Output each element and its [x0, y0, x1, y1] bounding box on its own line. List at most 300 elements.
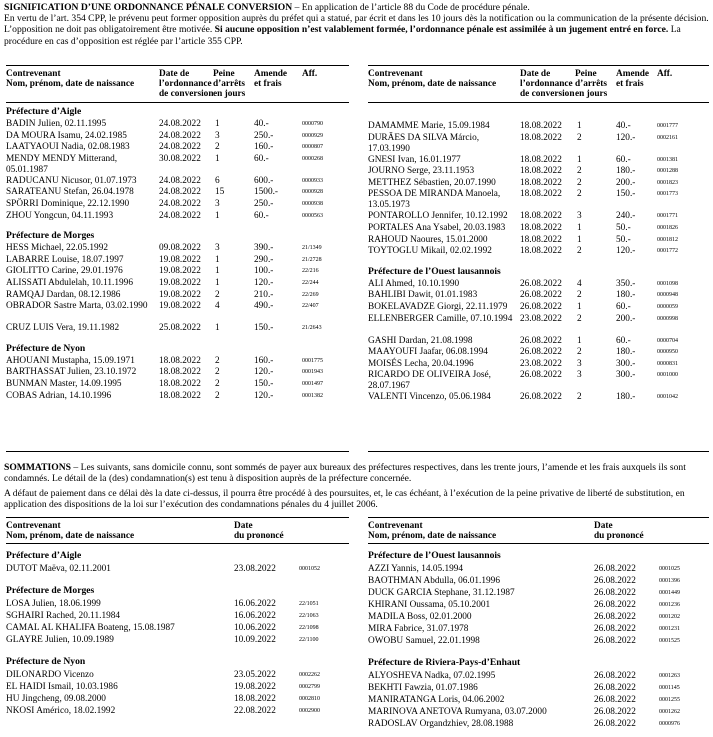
days-of-arrest: 2: [215, 142, 220, 153]
case-reference: 0000938: [302, 201, 323, 207]
sommations-paragraph: [4, 462, 709, 484]
offender-name: LAATYAOUI Nadia, 02.08.1983: [6, 142, 130, 153]
case-reference: 0000790: [302, 121, 323, 127]
offender-name: MIRA Fabrice, 31.07.1978: [368, 624, 469, 634]
pronouncement-date: 26.08.2022: [594, 671, 636, 681]
case-reference: 0000929: [302, 132, 323, 139]
pronouncement-date: 26.08.2022: [594, 564, 636, 574]
prefecture-heading: Préfecture de Nyon: [6, 342, 86, 354]
pronouncement-date: 23.08.2022: [234, 564, 276, 574]
fine-amount: 180.-: [616, 347, 636, 358]
column-header-line: d’arrêts: [575, 79, 608, 89]
ordinance-date: 18.08.2022: [520, 121, 562, 131]
intro-title-rest: – En application de l’article 88 du Code de procédure pénale.: [292, 2, 530, 13]
ordinance-date: 26.08.2022: [520, 347, 562, 358]
pronouncement-date: 26.08.2022: [594, 612, 636, 622]
case-reference: 0001202: [659, 614, 680, 620]
offender-name: MAAYOUFI Jaafar, 06.08.1994: [368, 347, 488, 358]
column-header-line: l’ordonnance: [520, 79, 573, 89]
ordinance-date: 26.08.2022: [520, 290, 562, 301]
case-reference: 0001042: [657, 394, 678, 401]
sommations-paragraph-2: [4, 488, 709, 510]
case-reference: 0001262: [659, 709, 680, 715]
days-of-arrest: 1: [215, 254, 220, 265]
ordinance-date: 18.08.2022: [520, 223, 562, 233]
column-header-line: et frais: [616, 79, 644, 89]
case-reference: 0000268: [302, 155, 323, 162]
offender-name: VALENTI Vincenzo, 05.06.1984: [368, 392, 491, 403]
pronouncement-date: 16.06.2022: [234, 611, 276, 621]
offender-name: ALISSATI Abdulelah, 10.11.1996: [6, 278, 133, 288]
fine-amount: 150.-: [254, 379, 274, 389]
pronouncement-date: 26.08.2022: [594, 695, 636, 705]
offender-name: HU Jingcheng, 09.08.2000: [6, 694, 106, 704]
days-of-arrest: 3: [215, 243, 220, 254]
offender-name: DILONARDO Vicenzo: [6, 670, 94, 680]
column-header: [302, 69, 317, 79]
prefecture-heading: Préfecture d’Aigle: [6, 550, 82, 561]
case-reference: 21/2728: [302, 256, 322, 263]
ordinance-date: 24.08.2022: [159, 130, 201, 141]
ordinance-date: 23.08.2022: [520, 358, 562, 369]
days-of-arrest: 2: [215, 355, 220, 366]
fine-amount: 300.-: [616, 370, 636, 381]
offender-name: ELLENBERGER Camille, 07.10.1994: [368, 313, 513, 324]
ordinance-date: 18.08.2022: [520, 211, 562, 222]
offender-name: SGHAIRI Rached, 20.11.1984: [6, 611, 121, 621]
days-of-arrest: 2: [577, 246, 582, 257]
column-header-line: Nom, prénom, date de naissance: [368, 79, 497, 89]
ordinance-date: 18.08.2022: [520, 166, 562, 177]
pronouncement-date: 26.08.2022: [594, 707, 636, 717]
fine-amount: 120.-: [616, 246, 636, 257]
days-of-arrest: 1: [215, 278, 220, 288]
column-header-line: Contrevenant: [6, 69, 61, 79]
case-reference: 0001000: [657, 372, 678, 379]
column-header-line: de conversion: [520, 89, 575, 99]
offender-name: MARINOVA ANETOVA Rumyana, 03.07.2000: [368, 707, 547, 717]
prefecture-heading: Préfecture de l’Ouest lausannois: [368, 550, 501, 561]
column-header-line: d’arrêts: [213, 79, 246, 89]
fine-amount: 250.-: [254, 199, 274, 209]
case-reference: 0000948: [657, 292, 678, 299]
fine-amount: 150.-: [254, 323, 274, 334]
column-header-line: Contrevenant: [6, 521, 61, 531]
days-of-arrest: 2: [215, 289, 220, 300]
offender-name: AZZI Yannis, 14.05.1994: [368, 564, 464, 574]
offender-name: EL HAIDI Ismail, 10.03.1986: [6, 682, 118, 692]
pronouncement-date: 10.09.2022: [234, 635, 276, 645]
intro-text-end: La procédure en cas d’opposition est réglée par l’article 355 CPP.: [4, 24, 681, 47]
case-reference: 22/1100: [299, 637, 319, 643]
offender-name: BADIN Julien, 02.11.1995: [6, 119, 107, 129]
offender-name: LABARRE Louise, 18.07.1997: [6, 254, 124, 265]
column-header-line: Nom, prénom, date de naissance: [368, 531, 497, 541]
case-reference: 0001052: [299, 566, 320, 572]
column-header-line: Date: [594, 521, 613, 531]
ordinance-date: 26.08.2022: [520, 302, 562, 312]
prefecture-heading: Préfecture de l’Ouest lausannois: [368, 265, 501, 277]
case-reference: 0001823: [657, 179, 678, 186]
pronouncement-date: 26.08.2022: [594, 624, 636, 634]
days-of-arrest: 4: [215, 301, 220, 312]
days-of-arrest: 1: [215, 323, 220, 334]
ordinance-date: 18.08.2022: [159, 379, 201, 389]
case-reference: 21/2643: [302, 325, 322, 332]
case-reference: 22/1051: [299, 601, 319, 607]
days-of-arrest: 2: [577, 132, 582, 143]
days-of-arrest: 1: [577, 302, 582, 312]
days-of-arrest: 6: [215, 175, 220, 186]
pronouncement-date: 23.05.2022: [234, 670, 276, 680]
offender-name: SPÖRRI Dominique, 22.12.1990: [6, 199, 130, 209]
days-of-arrest: 2: [577, 392, 582, 403]
offender-name: LOSA Julien, 18.06.1999: [6, 599, 101, 609]
prefecture-heading: Préfecture de Morges: [6, 230, 95, 242]
offender-name: CAMAL AL KHALIFA Boateng, 15.08.1987: [6, 623, 175, 633]
intro-title: SIGNIFICATION D’UNE ORDONNANCE PÉNALE CONVERSION: [4, 2, 293, 13]
rule-line: [368, 451, 709, 452]
offender-name: RICARDO DE OLIVEIRA José, 28.07.1967: [368, 370, 491, 392]
days-of-arrest: 2: [577, 189, 582, 200]
case-reference: 0001773: [657, 191, 678, 198]
fine-amount: 120.-: [616, 132, 636, 143]
rule-line: [368, 102, 709, 103]
offender-name: BEKHTI Fawzia, 01.07.1986: [368, 683, 478, 693]
offender-name: BARTHASSAT Julien, 23.10.1972: [6, 367, 137, 378]
column-header-line: du prononcé: [594, 531, 644, 541]
fine-amount: 120.-: [254, 390, 274, 401]
ordinance-date: 26.08.2022: [520, 392, 562, 403]
offender-name: BUNMAN Master, 14.09.1995: [6, 379, 122, 389]
offender-name: KHIRANI Oussama, 05.10.2001: [368, 600, 491, 610]
offender-name: GNESI Ivan, 16.01.1977: [368, 154, 461, 165]
fine-amount: 1500.-: [254, 187, 279, 198]
offender-name: MANIRATANGA Loris, 04.06.2002: [368, 695, 505, 705]
sommations-table-right: [368, 517, 709, 737]
column-header: [6, 69, 134, 89]
column-header: [234, 521, 284, 541]
offender-name: MOISÉS Lecha, 20.04.1996: [368, 358, 474, 369]
days-of-arrest: 2: [215, 379, 220, 389]
rule-line: [6, 517, 349, 518]
ordinance-date: 19.08.2022: [159, 266, 201, 277]
rule-line: [368, 543, 709, 544]
case-reference: 0001098: [657, 280, 678, 287]
offender-name: ZHOU Yongcun, 04.11.1993: [6, 210, 114, 221]
column-header-line: Date: [234, 521, 253, 531]
days-of-arrest: 3: [577, 211, 582, 222]
prefecture-heading: Préfecture de Nyon: [6, 656, 86, 667]
days-of-arrest: 2: [577, 166, 582, 177]
offender-name: RADUCANU Nicusor, 01.07.1973: [6, 175, 137, 186]
fine-amount: 100.-: [254, 266, 274, 277]
days-of-arrest: 2: [577, 177, 582, 188]
case-reference: 0002900: [299, 708, 320, 714]
fine-amount: 490.-: [254, 301, 274, 312]
case-reference: 0001826: [657, 225, 678, 231]
offender-name: DURÃES DA SILVA Márcio, 17.03.1990: [368, 132, 480, 154]
offender-name: BOKELAVADZE Giorgi, 22.11.1979: [368, 302, 508, 312]
column-header: [159, 69, 214, 99]
case-reference: 0001381: [657, 156, 678, 163]
ordinance-date: 18.08.2022: [159, 355, 201, 366]
rule-line: [368, 65, 709, 66]
rule-line: [6, 102, 349, 103]
pronouncement-date: 26.08.2022: [594, 576, 636, 586]
case-reference: 22/1098: [299, 625, 319, 631]
case-reference: 0001812: [657, 236, 678, 243]
ordinance-date: 18.08.2022: [520, 177, 562, 188]
fine-amount: 290.-: [254, 254, 274, 265]
prefecture-heading: Préfecture d’Aigle: [6, 106, 82, 117]
pronouncement-date: 26.08.2022: [594, 588, 636, 598]
pronouncement-date: 26.08.2022: [594, 683, 636, 693]
days-of-arrest: 1: [577, 223, 582, 233]
column-header-line: en jours: [213, 89, 246, 99]
case-reference: 0001449: [659, 590, 680, 596]
offender-name: RADOSLAV Organdzhiev, 28.08.1988: [368, 719, 514, 729]
column-header: [520, 69, 575, 99]
days-of-arrest: 2: [215, 367, 220, 378]
days-of-arrest: 3: [215, 199, 220, 209]
column-header-line: Date de: [520, 69, 551, 79]
offender-name: MADILA Boss, 02.01.2000: [368, 612, 472, 622]
case-reference: 0002262: [299, 672, 320, 678]
case-reference: 0001777: [657, 123, 678, 129]
offender-name: DUTOT Maëva, 02.11.2001: [6, 564, 111, 574]
case-reference: 0001263: [659, 673, 680, 679]
offender-name: GIOLITTO Carine, 29.01.1976: [6, 266, 123, 277]
column-header: [657, 69, 672, 79]
days-of-arrest: 2: [577, 347, 582, 358]
offender-name: BAHLIBI Dawit, 01.01.1983: [368, 290, 478, 301]
column-header-line: Peine: [575, 69, 597, 79]
fine-amount: 50.-: [616, 234, 631, 245]
column-header-line: Nom, prénom, date de naissance: [6, 79, 135, 89]
fine-amount: 600.-: [254, 175, 274, 186]
column-header: [368, 69, 496, 89]
ordinance-date: 18.08.2022: [520, 246, 562, 257]
offender-name: PORTALES Ana Ysabel, 20.03.1983: [368, 223, 506, 233]
case-reference: 0001025: [659, 566, 680, 572]
ordinance-date: 18.08.2022: [159, 367, 201, 378]
rule-line: [6, 65, 349, 66]
offender-name: HESS Michael, 22.05.1992: [6, 243, 109, 254]
days-of-arrest: 1: [577, 335, 582, 346]
fine-amount: 200.-: [616, 313, 636, 324]
fine-amount: 120.-: [254, 367, 274, 378]
ordinance-date: 24.08.2022: [159, 187, 201, 198]
case-reference: 0001236: [659, 602, 680, 608]
column-header: [368, 521, 496, 541]
ordinance-date: 19.08.2022: [159, 254, 201, 265]
intro-text: En vertu de l’art. 354 CPP, le prévenu peut former opposition auprès du préfet qui a statué, par écrit et dans les 10 jours dès la notification ou la communication de la présente décision. L’opposition ne doit pas obligatoirement être motivée.: [4, 13, 709, 36]
ordinance-date: 09.08.2022: [159, 243, 201, 254]
offender-name: JOURNO Serge, 23.11.1953: [368, 166, 475, 177]
case-reference: 0001145: [659, 685, 680, 691]
offender-name: METTHEZ Sébastien, 20.07.1990: [368, 177, 496, 188]
case-reference: 0000563: [302, 212, 323, 219]
column-header: [254, 69, 287, 89]
case-reference: 0000059: [657, 304, 678, 310]
offender-name: GASHI Dardan, 21.08.1998: [368, 335, 473, 346]
offender-name: CRUZ LUIS Vera, 19.11.1982: [6, 323, 120, 334]
days-of-arrest: 1: [215, 210, 220, 221]
days-of-arrest: 4: [577, 278, 582, 289]
offender-name: DUCK GARCIA Stephane, 31.12.1987: [368, 588, 515, 598]
fine-amount: 180.-: [616, 392, 636, 403]
days-of-arrest: 2: [577, 290, 582, 301]
sommations-table-left: [6, 517, 349, 737]
days-of-arrest: 1: [215, 119, 220, 129]
offender-name: SARATEANU Stefan, 26.04.1978: [6, 187, 134, 198]
case-reference: 0001231: [659, 626, 680, 632]
intro-text-bold: Si aucune opposition n’est valablement formée, l’ordonnance pénale est assimilée à un jugement entré en force.: [214, 24, 669, 36]
ordinance-date: 19.08.2022: [159, 278, 201, 288]
offender-name: PESSOA DE MIRANDA Manoela, 13.05.1973: [368, 189, 501, 211]
column-header-line: Amende: [616, 69, 650, 79]
fine-amount: 50.-: [616, 223, 631, 233]
conversion-table-left: [6, 65, 349, 453]
case-reference: 0001396: [659, 578, 680, 584]
ordinance-date: 18.08.2022: [520, 154, 562, 165]
offender-name: OWOBU Samuel, 22.01.1998: [368, 636, 480, 646]
offender-name: GLAYRE Julien, 10.09.1989: [6, 635, 114, 645]
case-reference: 0000928: [302, 189, 323, 196]
conversion-table-right: [368, 65, 709, 453]
ordinance-date: 18.08.2022: [520, 132, 562, 143]
case-reference: 0001771: [657, 213, 678, 220]
case-reference: 0001775: [302, 357, 323, 364]
case-reference: 0000704: [657, 337, 678, 344]
pronouncement-date: 26.08.2022: [594, 719, 636, 729]
prefecture-heading: Préfecture de Morges: [6, 585, 95, 596]
offender-name: DAMAMME Marie, 15.09.1984: [368, 121, 490, 131]
ordinance-date: 24.08.2022: [159, 210, 201, 221]
sommations-text: – Les suivants, sans domicile connu, sont sommés de payer aux bureaux des préfectures respectives, dans les trente jours, l’amende et les frais auxquels ils sont condamnés. Le détail de la (des) condamnation(s) est tenu à disposition auprès de la préfecture concernée.: [4, 462, 686, 485]
rule-line: [6, 451, 349, 452]
column-header-line: de conversion: [159, 89, 214, 99]
fine-amount: 200.-: [616, 177, 636, 188]
offender-name: COBAS Adrian, 14.10.1996: [6, 390, 112, 401]
ordinance-date: 26.08.2022: [520, 370, 562, 381]
pronouncement-date: 26.08.2022: [594, 600, 636, 610]
column-header-line: Contrevenant: [368, 69, 423, 79]
document-page: [4, 2, 709, 729]
case-reference: 0000998: [657, 315, 678, 322]
fine-amount: 40.-: [616, 121, 631, 131]
offender-name: ALYOSHEVA Nadka, 07.02.1995: [368, 671, 496, 681]
days-of-arrest: 15: [215, 187, 225, 198]
offender-name: NKOSI Américo, 18.02.1992: [6, 706, 116, 716]
days-of-arrest: 2: [577, 313, 582, 324]
days-of-arrest: 1: [577, 234, 582, 245]
days-of-arrest: 3: [215, 130, 220, 141]
fine-amount: 250.-: [254, 130, 274, 141]
offender-name: PONTAROLLO Jennifer, 10.12.1992: [368, 211, 508, 222]
offender-name: BAOTHMAN Abdulla, 06.01.1996: [368, 576, 500, 586]
case-reference: 0001382: [302, 392, 323, 399]
column-header-line: Contrevenant: [368, 521, 423, 531]
ordinance-date: 26.08.2022: [520, 278, 562, 289]
fine-amount: 180.-: [616, 166, 636, 177]
ordinance-date: 24.08.2022: [159, 175, 201, 186]
pronouncement-date: 26.08.2022: [594, 636, 636, 646]
case-reference: 0001525: [659, 638, 680, 644]
case-reference: 0000950: [657, 349, 678, 356]
ordinance-date: 24.08.2022: [159, 119, 201, 129]
pronouncement-date: 16.06.2022: [234, 599, 276, 609]
offender-name: DA MOURA Isamu, 24.02.1985: [6, 130, 127, 141]
ordinance-date: 24.08.2022: [159, 199, 201, 209]
column-header-line: en jours: [575, 89, 608, 99]
ordinance-date: 18.08.2022: [159, 390, 201, 401]
pronouncement-date: 19.08.2022: [234, 682, 276, 692]
ordinance-date: 18.08.2022: [520, 234, 562, 245]
days-of-arrest: 1: [577, 154, 582, 165]
column-header-line: Aff.: [657, 69, 673, 79]
offender-name: ALI Ahmed, 10.10.1990: [368, 278, 460, 289]
case-reference: 0001255: [659, 697, 680, 703]
sommations-text-2: A défaut de paiement dans ce délai dès la date ci-dessus, il pourra être procédé à des poursuites, et, le cas échéant, à l’exécution de la peine privative de liberté de substitution, en application des dispositions de la loi sur l’exécution des condamnations pénales du 4 juillet 2006.: [4, 488, 685, 511]
prefecture-heading: Préfecture de Riviera-Pays-d’Enhaut: [368, 657, 521, 668]
column-header-line: Amende: [254, 69, 288, 79]
case-reference: 0000831: [657, 360, 678, 367]
pronouncement-date: 10.06.2022: [234, 623, 276, 633]
fine-amount: 60.-: [254, 153, 269, 164]
fine-amount: 160.-: [254, 142, 274, 153]
fine-amount: 210.-: [254, 289, 274, 300]
column-header: [616, 69, 649, 89]
ordinance-date: 30.08.2022: [159, 153, 201, 164]
days-of-arrest: 3: [577, 370, 582, 381]
column-header: [213, 69, 245, 99]
ordinance-date: 19.08.2022: [159, 301, 201, 312]
sommations-title: SOMMATIONS: [4, 462, 71, 473]
days-of-arrest: 1: [215, 266, 220, 277]
intro-paragraph: [4, 2, 709, 47]
column-header-line: Nom, prénom, date de naissance: [6, 531, 135, 541]
fine-amount: 300.-: [616, 358, 636, 369]
fine-amount: 390.-: [254, 243, 274, 254]
column-header: [594, 521, 644, 541]
ordinance-date: 25.08.2022: [159, 323, 201, 334]
offender-name: RAMQAJ Dardan, 08.12.1986: [6, 289, 121, 300]
case-reference: 22/407: [302, 303, 319, 310]
offender-name: AHOUANI Mustapha, 15.09.1971: [6, 355, 135, 366]
fine-amount: 240.-: [616, 211, 636, 222]
case-reference: 22/269: [302, 291, 319, 298]
fine-amount: 160.-: [254, 355, 274, 366]
fine-amount: 60.-: [616, 302, 631, 312]
case-reference: 0002799: [299, 684, 320, 690]
case-reference: 22/1063: [299, 613, 319, 619]
fine-amount: 120.-: [254, 278, 274, 288]
fine-amount: 60.-: [616, 154, 631, 165]
case-reference: 0000933: [302, 177, 323, 184]
fine-amount: 60.-: [254, 210, 269, 221]
offender-name: TOYTOGLU Mikail, 02.02.1992: [368, 246, 492, 257]
pronouncement-date: 18.08.2022: [234, 694, 276, 704]
fine-amount: 350.-: [616, 278, 636, 289]
case-reference: 0001497: [302, 381, 323, 387]
column-header-line: Date de: [159, 69, 190, 79]
days-of-arrest: 3: [577, 358, 582, 369]
days-of-arrest: 1: [215, 153, 220, 164]
ordinance-date: 24.08.2022: [159, 142, 201, 153]
pronouncement-date: 22.08.2022: [234, 706, 276, 716]
